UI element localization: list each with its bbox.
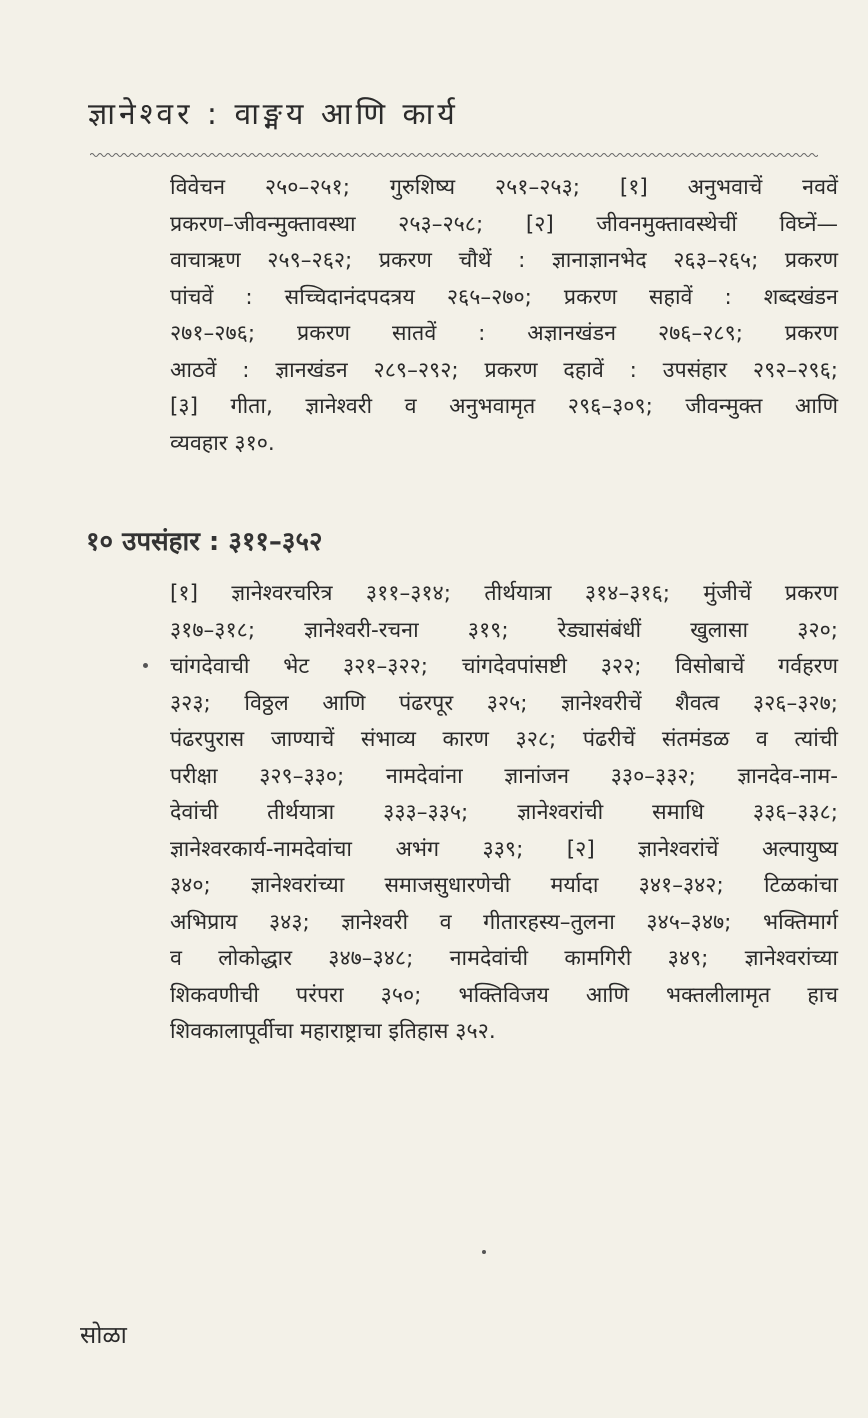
section-continued-paragraph: [170, 170, 838, 462]
text-line: अभिप्राय ३४३; ज्ञानेश्वरी व गीतारहस्य–तुलना ३४५–३४७; भक्तिमार्ग: [170, 909, 838, 935]
text-line: पांचवें : सच्चिदानंदपदत्रय २६५–२७०; प्रकरण सहावें : शब्दखंडन: [170, 284, 838, 310]
text-line: आठवें : ज्ञानखंडन २८९–२९२; प्रकरण दहावें : उपसंहार २९२–२९६;: [170, 357, 838, 383]
page-number: सोळा: [80, 1321, 127, 1349]
text-line: २७१–२७६; प्रकरण सातवें : अज्ञानखंडन २७६–२८९; प्रकरण: [170, 321, 838, 346]
text-line: शिकवणीची परंपरा ३५०; भक्तिविजय आणि भक्तलीलामृत हाच: [170, 982, 838, 1008]
print-speck: [482, 1250, 486, 1254]
text-line: पंढरपुरास जाण्याचें संभाव्य कारण ३२८; पंढरीचें संतमंडळ व त्यांची: [170, 727, 838, 752]
text-line: प्रकरण–जीवन्मुक्तावस्था २५३–२५८; [२] जीवनमुक्तावस्थेचीं विघ्नें—: [170, 211, 838, 237]
text-line: विवेचन २५०–२५१; गुरुशिष्य २५१–२५३; [१] अनुभवाचें नववें: [170, 175, 838, 200]
text-line: ३२३; विठ्ठल आणि पंढरपूर ३२५; ज्ञानेश्वरीचें शैवत्व ३२६–३२७;: [170, 690, 838, 716]
chapter-summary-paragraph: [170, 576, 838, 1051]
chapter-heading: १० उपसंहार : ३११–३५२: [86, 527, 323, 557]
text-line: ३४०; ज्ञानेश्वरांच्या समाजसुधारणेची मर्यादा ३४१–३४२; टिळकांचा: [170, 873, 838, 898]
text-line: देवांची तीर्थयात्रा ३३३–३३५; ज्ञानेश्वरांची समाधि ३३६–३३८;: [170, 800, 838, 825]
text-line: ज्ञानेश्वरकार्य-नामदेवांचा अभंग ३३९; [२] ज्ञानेश्वरांचें अल्पायुष्य: [170, 836, 838, 862]
print-speck: [143, 663, 148, 668]
text-line: परीक्षा ३२९–३३०; नामदेवांना ज्ञानांजन ३३०–३३२; ज्ञानदेव-नाम-: [170, 763, 838, 789]
text-line: ३१७–३१८; ज्ञानेश्वरी-रचना ३१९; रेड्यासंबंधीं खुलासा ३२०;: [170, 617, 838, 643]
running-head-title: ज्ञानेश्वर : वाङ्मय आणि कार्य: [88, 97, 459, 132]
text-line: व लोकोद्धार ३४७–३४८; नामदेवांची कामगिरी ३४९; ज्ञानेश्वरांच्या: [170, 946, 838, 971]
text-line: व्यवहार ३१०.: [170, 430, 275, 456]
text-line: शिवकालापूर्वीचा महाराष्ट्राचा इतिहास ३५२.: [170, 1019, 496, 1044]
text-line: [१] ज्ञानेश्वरचरित्र ३११–३१४; तीर्थयात्रा ३१४–३१६; मुंजीचें प्रकरण: [170, 581, 838, 606]
wavy-rule: [90, 150, 818, 160]
text-line: वाचाऋण २५९–२६२; प्रकरण चौथें : ज्ञानाज्ञानभेद २६३–२६५; प्रकरण: [170, 248, 838, 273]
text-line: चांगदेवाची भेट ३२१–३२२; चांगदेवपांसष्टी ३२२; विसोबाचें गर्वहरण: [170, 654, 838, 679]
text-line: [३] गीता, ज्ञानेश्वरी व अनुभवामृत २९६–३०९; जीवन्मुक्त आणि: [170, 394, 838, 419]
